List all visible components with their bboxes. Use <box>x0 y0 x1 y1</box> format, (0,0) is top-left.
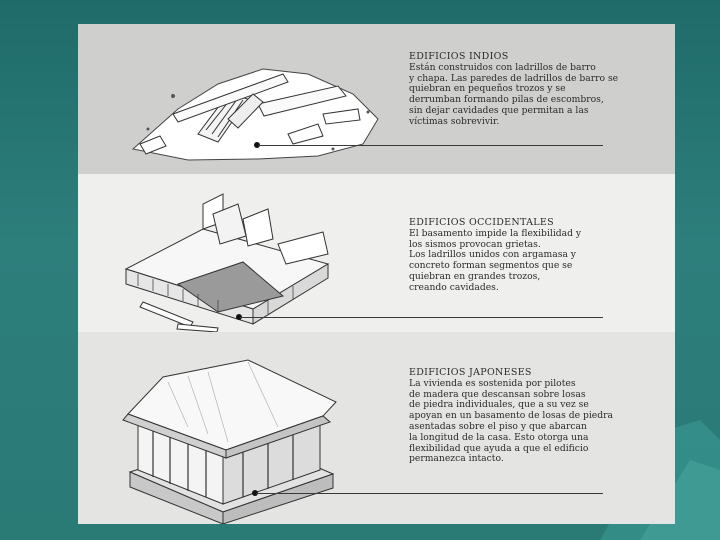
text-line: flexibilidad que ayuda a que el edificio <box>409 442 589 454</box>
text-line: víctimas sobrevivir. <box>409 115 500 127</box>
western-buildings-text <box>409 218 619 294</box>
text-line: creando cavidades. <box>409 281 499 293</box>
collapsed-mud-house-illustration <box>78 24 398 174</box>
text-line: Están construidos con ladrillos de barro <box>409 61 596 73</box>
text-line: permanezca intacto. <box>409 453 504 465</box>
text-line: apoyan en un basamento de losas de piedra <box>409 410 613 422</box>
text-line: Los ladrillos unidos con argamasa y <box>409 249 576 261</box>
callout-line <box>256 493 603 494</box>
panel-japanese-buildings <box>78 332 675 524</box>
text-line: de piedra individuales, que a su vez se <box>409 399 589 411</box>
scanned-page <box>78 24 675 524</box>
text-line: derrumban formando pilas de escombros, <box>409 94 604 106</box>
indian-buildings-text <box>409 52 619 128</box>
callout-line <box>240 317 603 318</box>
text-line: sin dejar cavidades que permitan a las <box>409 104 589 116</box>
japanese-buildings-text <box>409 368 619 465</box>
text-line: asentadas sobre el piso y que abarcan <box>409 420 587 432</box>
panel-indian-buildings <box>78 24 675 174</box>
text-line: concreto forman segmentos que se <box>409 260 573 272</box>
japanese-buildings-title: EDIFICIOS JAPONESES <box>409 367 532 378</box>
text-line: la longitud de la casa. Esto otorga una <box>409 431 589 443</box>
text-line: La vivienda es sostenida por pilotes <box>409 377 576 389</box>
japanese-house-illustration <box>78 332 398 524</box>
western-buildings-title: EDIFICIOS OCCIDENTALES <box>409 217 554 228</box>
indian-buildings-title: EDIFICIOS INDIOS <box>409 51 509 62</box>
text-line: los sismos provocan grietas. <box>409 238 541 250</box>
text-line: de madera que descansan sobre losas <box>409 388 586 400</box>
text-line: y chapa. Las paredes de ladrillos de barro se <box>409 72 619 84</box>
text-line: quiebran en pequeños trozos y se <box>409 83 566 95</box>
text-line: quiebran en grandes trozos, <box>409 270 541 282</box>
cracked-brick-house-illustration <box>78 174 398 332</box>
panel-western-buildings <box>78 174 675 332</box>
callout-line <box>258 145 603 146</box>
text-line: El basamento impide la flexibilidad y <box>409 227 582 239</box>
